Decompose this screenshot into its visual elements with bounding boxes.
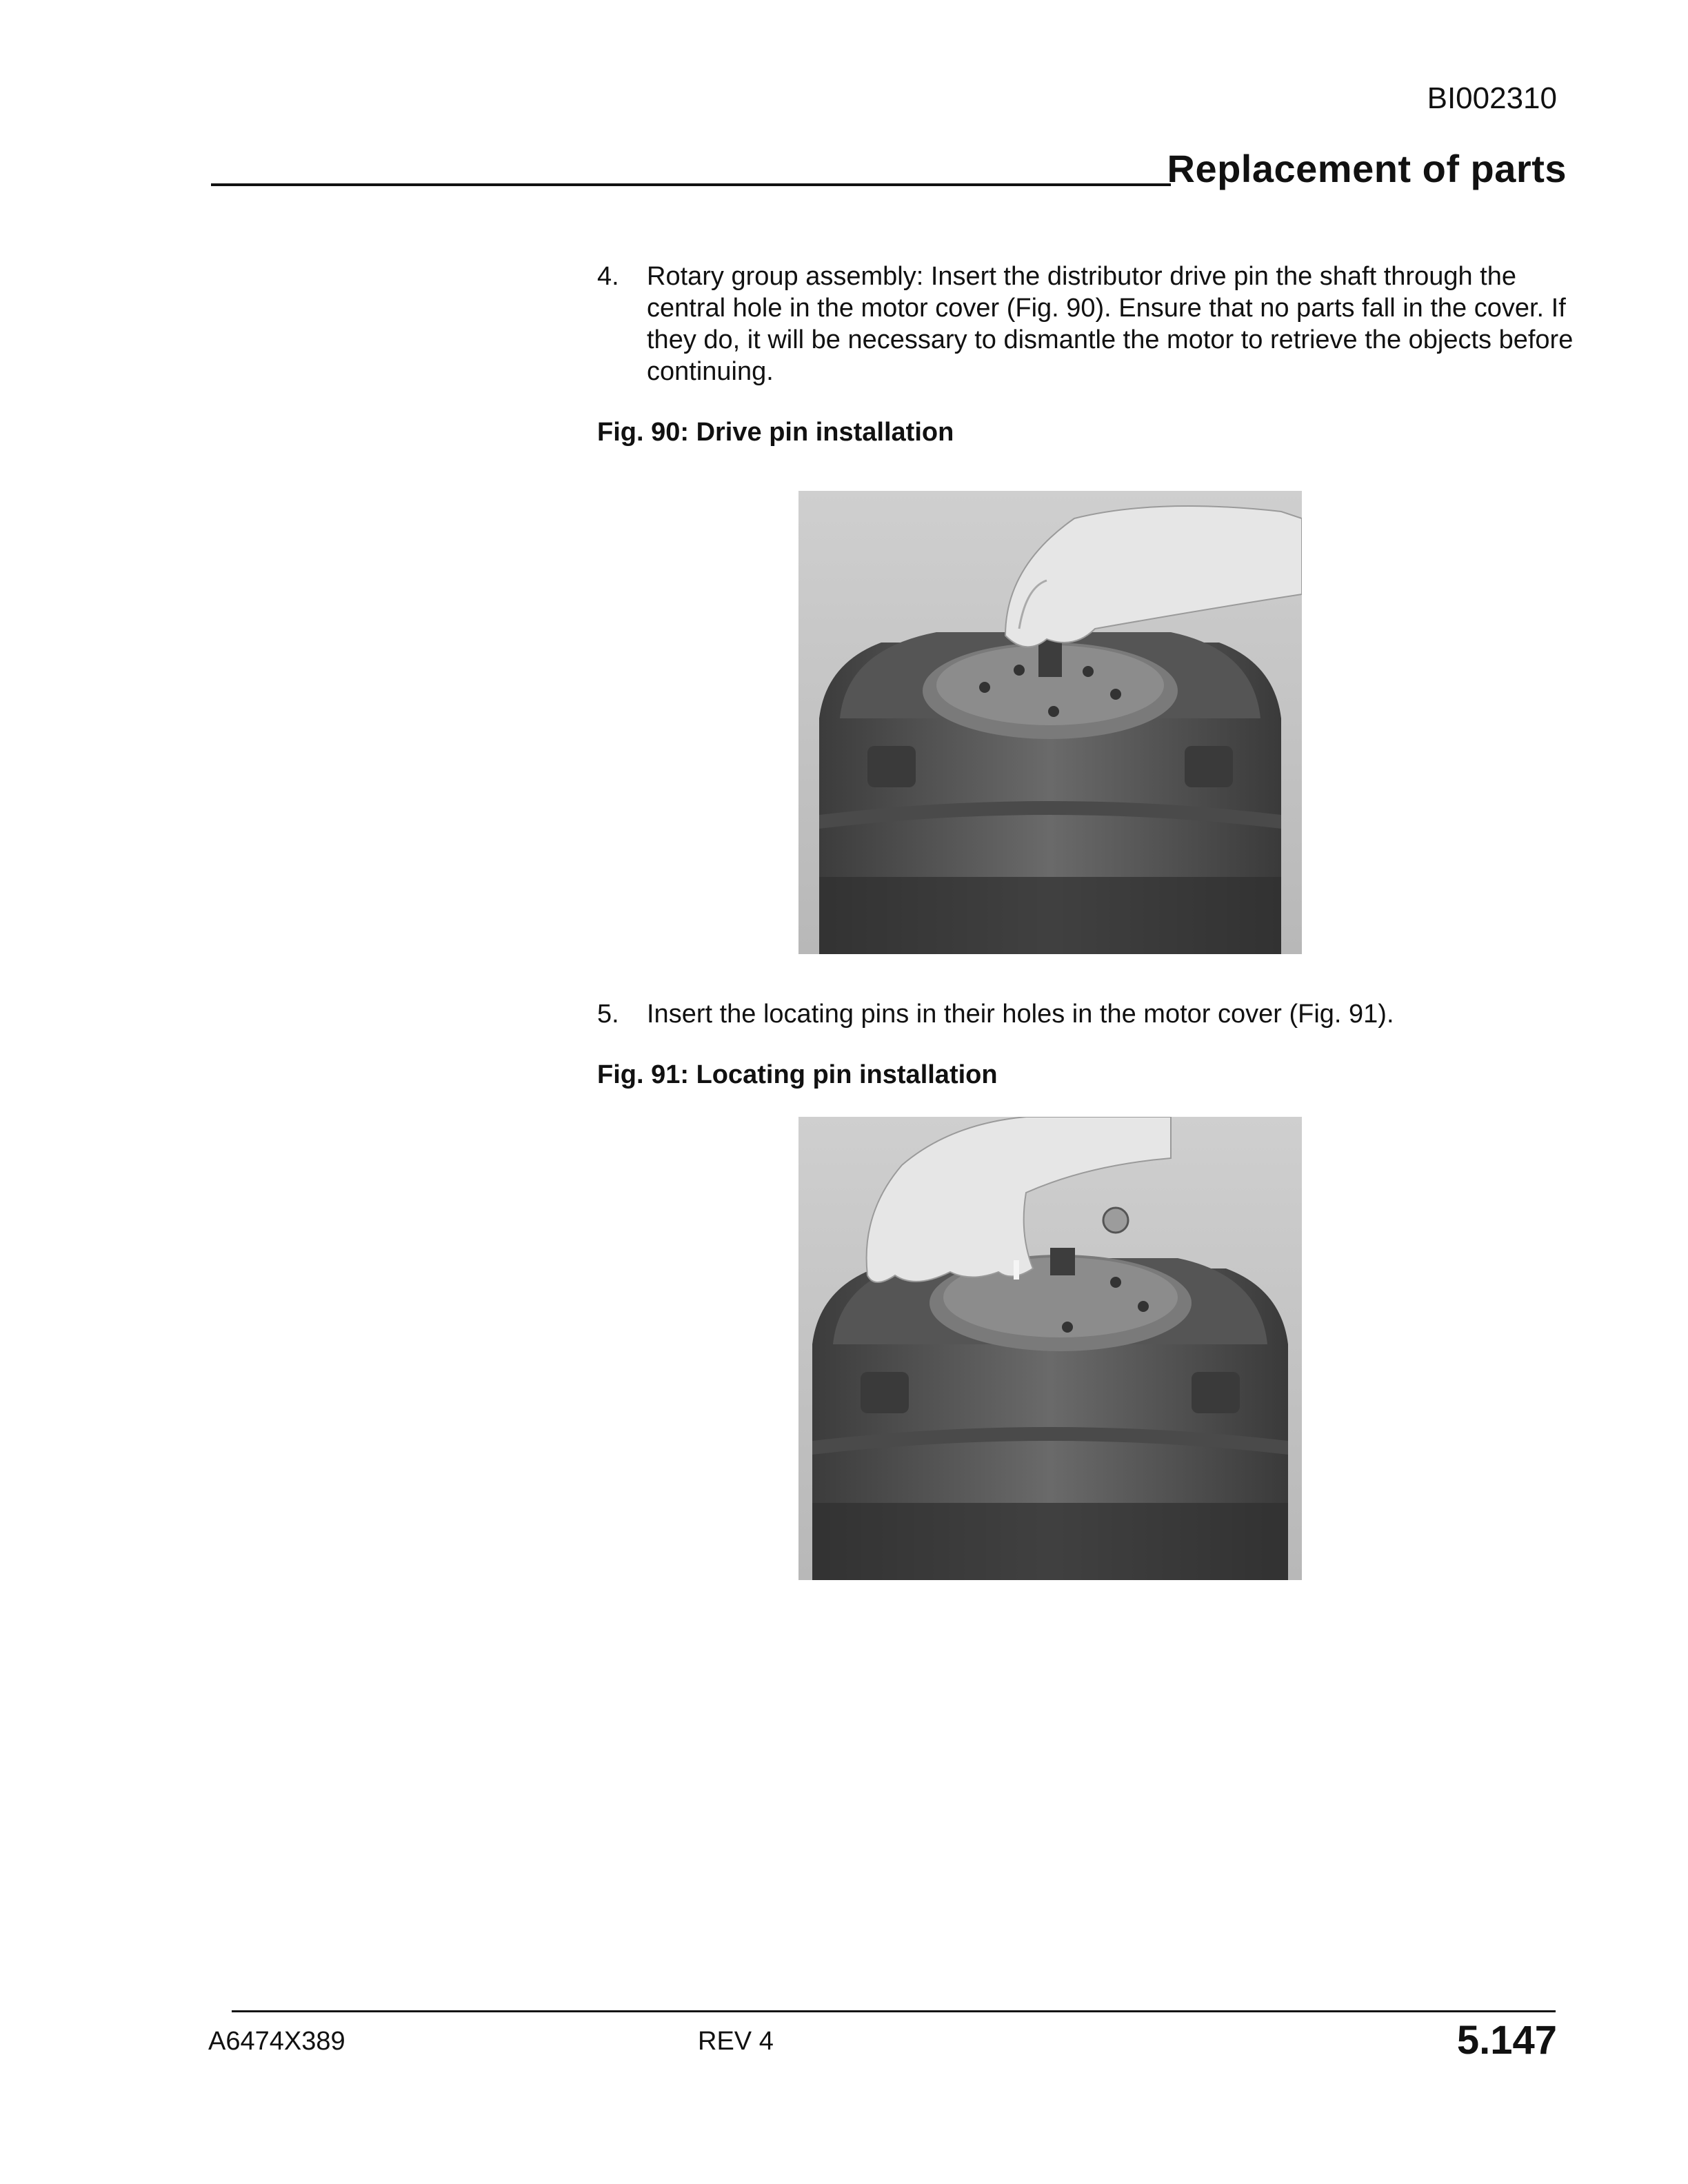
step-text: Rotary group assembly: Insert the distributor drive pin the shaft through the central hole in the motor cover (Fig. 90). Ensure that no parts fall in the cover. If they do, it will be necessary to dismantle the motor to retrieve the objects before continuing. bbox=[647, 262, 1574, 386]
step-text: Insert the locating pins in their holes in the motor cover (Fig. 91). bbox=[647, 1000, 1394, 1029]
figure-photo-91 bbox=[798, 1117, 1302, 1580]
figure-photo-90 bbox=[798, 491, 1302, 954]
footer-revision: REV 4 bbox=[698, 2027, 774, 2056]
figure-caption-90: Fig. 90: Drive pin installation bbox=[597, 418, 954, 447]
page-number: 5.147 bbox=[1456, 2018, 1557, 2063]
doc-code: BI002310 bbox=[1427, 81, 1557, 115]
header-rule bbox=[211, 183, 1171, 186]
section-title: Replacement of parts bbox=[1167, 147, 1567, 190]
footer-rule bbox=[232, 2010, 1556, 2012]
footer-doc-number: A6474X389 bbox=[208, 2027, 345, 2056]
step-number: 5. bbox=[597, 1000, 619, 1029]
figure-caption-91: Fig. 91: Locating pin installation bbox=[597, 1060, 998, 1089]
step-number: 4. bbox=[597, 262, 619, 291]
